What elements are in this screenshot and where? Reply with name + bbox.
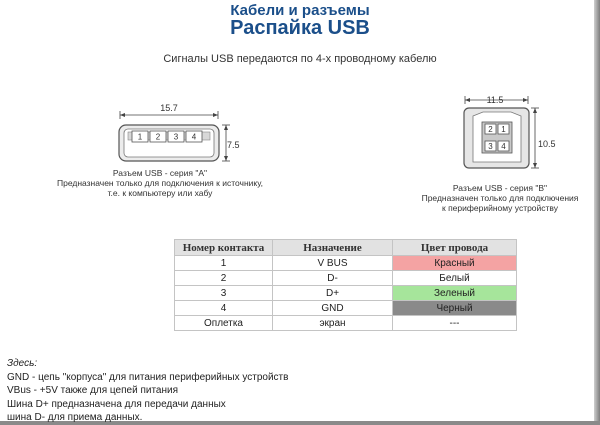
usb-pinout-table xyxy=(174,239,517,331)
page-title-small: Кабели и разъемы xyxy=(230,2,370,19)
usb-b-caption xyxy=(400,183,600,213)
usb-a-pin-1: 1 xyxy=(137,132,143,142)
table-row xyxy=(175,301,517,316)
notes-heading: Здесь: xyxy=(7,358,38,369)
usb-b-pin-3: 3 xyxy=(488,142,493,151)
wire-color-cell: Красный xyxy=(393,256,517,271)
pin-cell: 3 xyxy=(175,286,273,301)
signal-cell: V BUS xyxy=(273,256,393,271)
usb-a-caption-line: Разъем USB - серия "A" xyxy=(112,168,208,178)
table-row xyxy=(175,256,517,271)
column-header-wire-color: Цвет провода xyxy=(393,240,517,256)
wire-color-cell: --- xyxy=(393,316,517,331)
pin-cell: Оплетка xyxy=(175,316,273,331)
usb-a-pin-2: 2 xyxy=(155,132,161,142)
usb-a-connector-diagram xyxy=(110,103,240,168)
notes-line: Шина D+ предназначена для передачи данных xyxy=(7,398,226,410)
wire-color-cell: Черный xyxy=(393,301,517,316)
page-title: Распайка USB xyxy=(230,17,370,39)
wire-color-cell: Зеленый xyxy=(393,286,517,301)
notes-block xyxy=(7,357,288,425)
signal-cell: экран xyxy=(273,316,393,331)
notes-line: шина D- для приема данных. xyxy=(7,412,143,423)
usb-a-pin-4: 4 xyxy=(191,132,197,142)
notes-line: VBus - +5V также для цепей питания xyxy=(7,385,179,396)
pin-cell: 4 xyxy=(175,301,273,316)
wire-color-cell: Белый xyxy=(393,271,517,286)
usb-a-pin-3: 3 xyxy=(173,132,179,142)
signal-cell: D+ xyxy=(273,286,393,301)
usb-b-caption-line: к периферийному устройству xyxy=(441,203,559,213)
usb-a-caption xyxy=(30,168,290,198)
usb-a-height-label: 7.5 xyxy=(227,140,240,150)
pin-cell: 2 xyxy=(175,271,273,286)
table-row xyxy=(175,316,517,331)
signal-cell: D- xyxy=(273,271,393,286)
table-header-row xyxy=(175,240,517,256)
table-row xyxy=(175,271,517,286)
usb-b-width-label: 11.5 xyxy=(486,95,504,105)
signal-cell: GND xyxy=(273,301,393,316)
table-row xyxy=(175,286,517,301)
usb-a-width-label: 15.7 xyxy=(160,103,178,113)
column-header-signal: Назначение xyxy=(273,240,393,256)
notes-line: GND - цепь "корпуса" для питания периферийных устройств xyxy=(7,371,289,383)
usb-b-pin-2: 2 xyxy=(488,125,493,134)
usb-b-pin-4: 4 xyxy=(501,142,506,151)
usb-b-connector-diagram xyxy=(455,92,565,182)
usb-b-height-label: 10.5 xyxy=(538,139,556,149)
column-header-pin: Номер контакта xyxy=(175,240,273,256)
page-subtitle: Сигналы USB передаются по 4-х проводному кабелю xyxy=(163,53,437,65)
usb-b-caption-line: Разъем USB - серия "B" xyxy=(452,183,548,193)
usb-a-caption-line: Предназначен только для подключения к источнику, xyxy=(56,178,263,188)
usb-a-caption-line: т.е. к компьютеру или хабу xyxy=(107,188,213,198)
usb-b-pin-1: 1 xyxy=(501,125,506,134)
pin-cell: 1 xyxy=(175,256,273,271)
usb-b-caption-line: Предназначен только для подключения xyxy=(421,193,579,203)
